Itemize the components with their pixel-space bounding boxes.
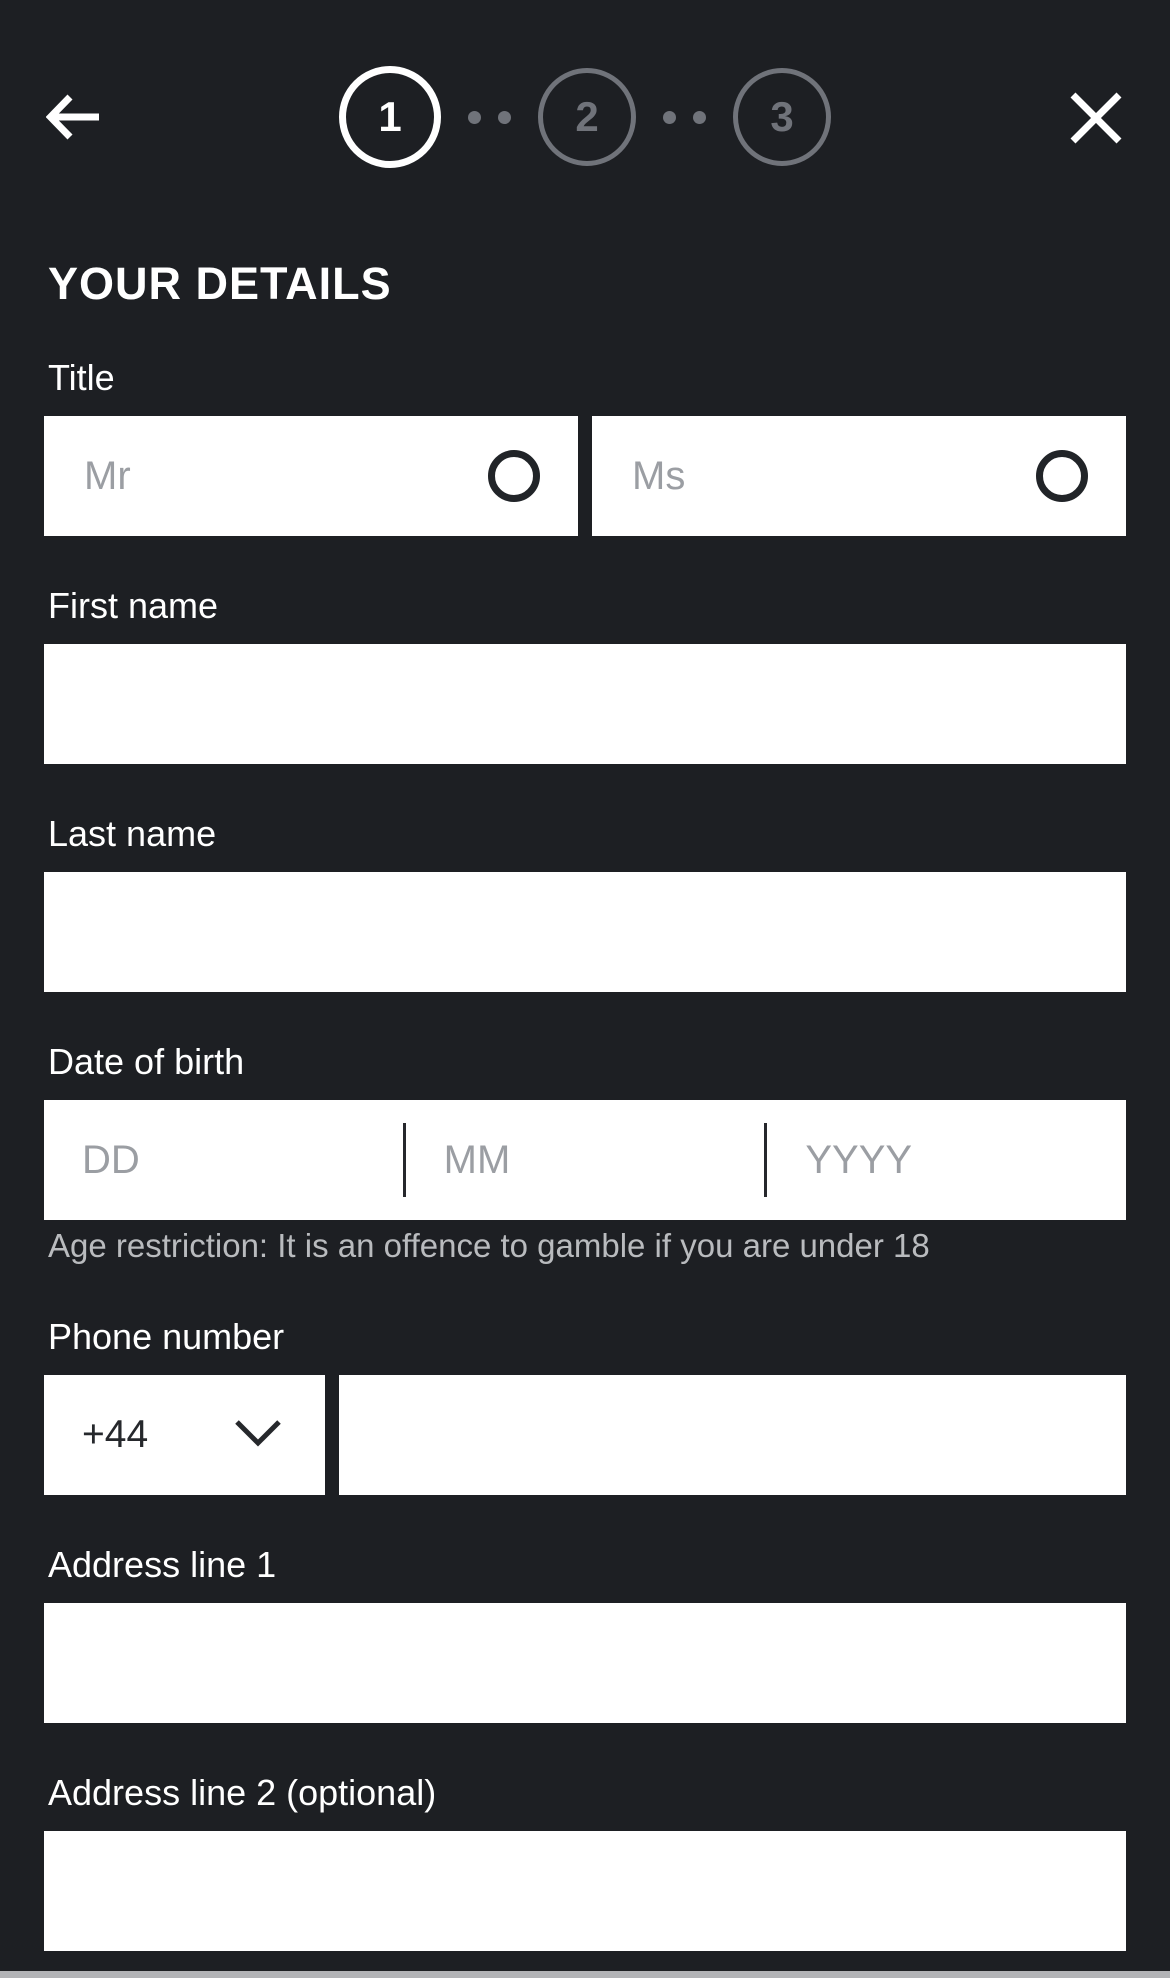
phone-number-input[interactable] — [339, 1375, 1126, 1495]
dob-input-box — [44, 1100, 1126, 1220]
dot — [498, 111, 511, 124]
age-restriction-note: Age restriction: It is an offence to gamble if you are under 18 — [48, 1227, 930, 1264]
top-bar — [0, 0, 1170, 236]
radio-unselected-icon — [1036, 450, 1088, 502]
step-indicator — [339, 66, 831, 168]
title-options — [44, 416, 1126, 536]
step-2-number: 2 — [575, 93, 599, 140]
step-dots-2 — [663, 111, 706, 124]
back-arrow-icon — [46, 128, 102, 143]
last-name-label: Last name — [48, 813, 217, 854]
address2-field-group — [44, 1769, 1126, 1951]
title-option-ms[interactable] — [592, 416, 1126, 536]
first-name-input[interactable] — [44, 644, 1126, 764]
title-label: Title — [48, 357, 115, 398]
close-icon — [1070, 132, 1122, 147]
first-name-label: First name — [48, 585, 219, 626]
dob-month-input[interactable] — [406, 1100, 765, 1220]
bottom-scrollbar-strip — [0, 1971, 1170, 1978]
step-2 — [538, 68, 636, 166]
step-dots-1 — [468, 111, 511, 124]
close-button[interactable] — [1070, 92, 1122, 144]
country-code-select[interactable] — [44, 1375, 325, 1495]
step-1-number: 1 — [378, 93, 402, 140]
chevron-down-icon — [233, 1418, 283, 1453]
dob-label: Date of birth — [48, 1041, 245, 1082]
address1-input[interactable] — [44, 1603, 1126, 1723]
address1-label: Address line 1 — [48, 1544, 277, 1585]
last-name-field-group — [44, 810, 1126, 992]
address2-label: Address line 2 (optional) — [48, 1772, 437, 1813]
phone-field-group — [44, 1313, 1126, 1495]
radio-unselected-icon — [488, 450, 540, 502]
dob-field-group — [44, 1038, 1126, 1267]
back-button[interactable] — [46, 94, 102, 140]
dot — [693, 111, 706, 124]
address1-field-group — [44, 1541, 1126, 1723]
country-code-value: +44 — [82, 1413, 149, 1456]
phone-row — [44, 1375, 1126, 1495]
dob-day-input[interactable] — [44, 1100, 403, 1220]
title-option-ms-label: Ms — [632, 453, 686, 498]
title-option-mr[interactable] — [44, 416, 578, 536]
dot — [468, 111, 481, 124]
phone-label: Phone number — [48, 1316, 285, 1357]
title-field-group — [44, 354, 1126, 536]
last-name-input[interactable] — [44, 872, 1126, 992]
step-1 — [339, 66, 441, 168]
dot — [663, 111, 676, 124]
title-option-mr-label: Mr — [84, 453, 131, 498]
step-3 — [733, 68, 831, 166]
first-name-field-group — [44, 582, 1126, 764]
dob-year-input[interactable] — [767, 1100, 1126, 1220]
step-3-number: 3 — [770, 93, 794, 140]
page-title: YOUR DETAILS — [48, 258, 392, 309]
address2-input[interactable] — [44, 1831, 1126, 1951]
